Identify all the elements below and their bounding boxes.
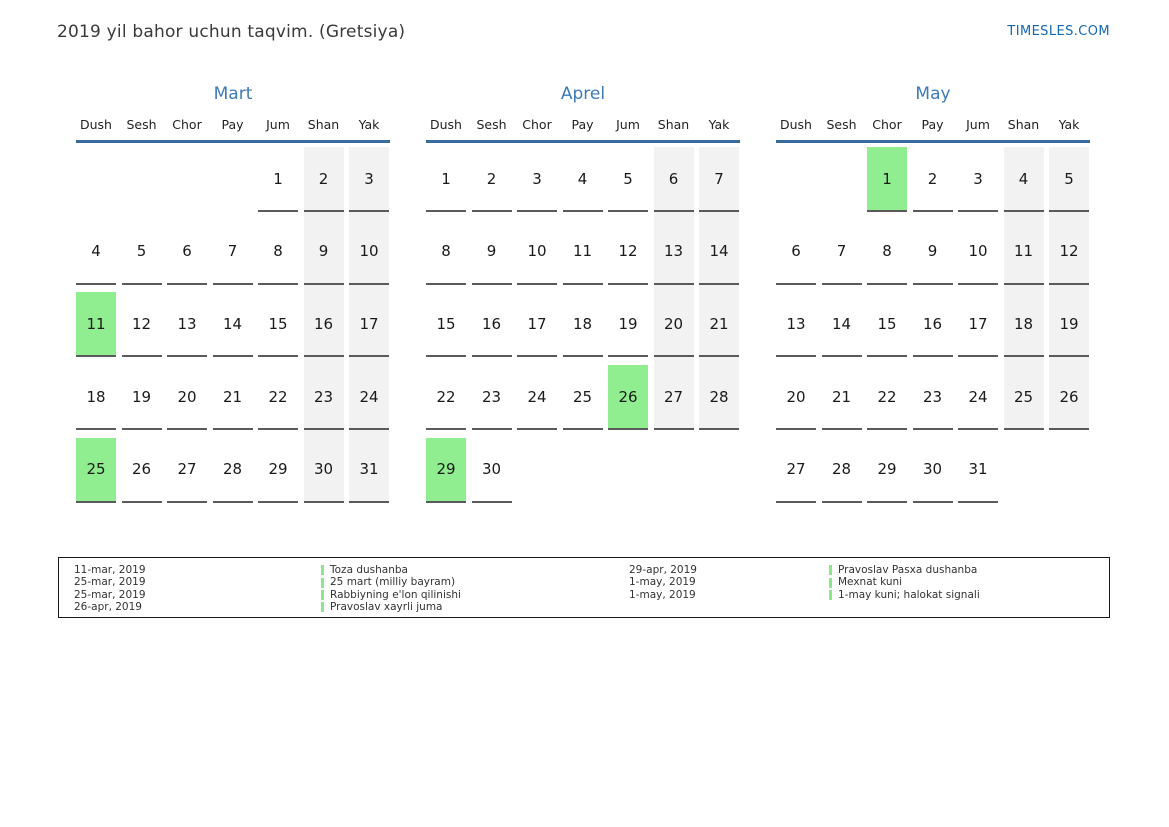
day-cell: 17 <box>958 292 998 357</box>
day-cell: 30 <box>913 438 953 503</box>
day-cell: 24 <box>349 365 389 430</box>
day-cell: 27 <box>167 438 207 503</box>
legend-date: 25-mar, 2019 <box>74 588 146 601</box>
day-cell: 11 <box>1004 220 1044 285</box>
day-cell: 16 <box>472 292 512 357</box>
day-cell: 20 <box>654 292 694 357</box>
day-cell: 19 <box>1049 292 1089 357</box>
legend-label: Pravoslav Pasxa dushanba <box>838 564 978 576</box>
day-cell: 8 <box>426 220 466 285</box>
day-cell: 29 <box>258 438 298 503</box>
legend-date: 26-apr, 2019 <box>74 601 142 614</box>
legend-green-bar-icon <box>829 590 832 600</box>
site-link[interactable]: TIMESLES.COM <box>1007 24 1110 39</box>
day-cell: 23 <box>304 365 344 430</box>
weekday-header-row <box>426 117 739 132</box>
weekday-label-shan: Shan <box>307 117 340 132</box>
day-cell: 6 <box>776 220 816 285</box>
day-cell: 17 <box>349 292 389 357</box>
day-grid <box>776 147 1089 503</box>
day-cell: 30 <box>472 438 512 503</box>
day-cell: 24 <box>958 365 998 430</box>
day-cell: 11 <box>563 220 603 285</box>
day-cell: 21 <box>213 365 253 430</box>
day-cell: 6 <box>654 147 694 212</box>
weekday-label-shan: Shan <box>657 117 690 132</box>
day-cell: 10 <box>958 220 998 285</box>
day-cell-empty <box>213 147 253 212</box>
day-cell: 5 <box>1049 147 1089 212</box>
day-cell: 30 <box>304 438 344 503</box>
legend-labels-right <box>829 564 980 601</box>
legend-green-bar-icon <box>321 590 324 600</box>
legend-label: Toza dushanba <box>330 564 408 576</box>
day-grid <box>76 147 389 503</box>
legend-dates-right <box>629 564 697 601</box>
day-grid <box>426 147 739 503</box>
weekday-label-sesh: Sesh <box>476 117 507 132</box>
day-cell-empty <box>76 147 116 212</box>
day-cell-holiday: 29 <box>426 438 466 503</box>
day-cell: 12 <box>608 220 648 285</box>
weekday-label-shan: Shan <box>1007 117 1040 132</box>
legend-label: 1-may kuni; halokat signali <box>838 588 980 601</box>
day-cell: 27 <box>654 365 694 430</box>
day-cell: 21 <box>699 292 739 357</box>
legend-date: 1-may, 2019 <box>629 576 696 589</box>
day-cell: 2 <box>472 147 512 212</box>
legend-entry <box>321 576 461 588</box>
day-cell: 4 <box>563 147 603 212</box>
legend-date: 25-mar, 2019 <box>74 576 146 589</box>
day-cell-holiday: 1 <box>867 147 907 212</box>
day-cell: 14 <box>699 220 739 285</box>
weekday-label-chor: Chor <box>872 117 902 132</box>
legend-date: 11-mar, 2019 <box>74 564 146 576</box>
day-cell: 18 <box>76 365 116 430</box>
weekday-label-pay: Pay <box>571 117 594 132</box>
day-cell: 12 <box>1049 220 1089 285</box>
day-cell: 15 <box>426 292 466 357</box>
day-cell: 26 <box>122 438 162 503</box>
day-cell: 29 <box>867 438 907 503</box>
day-cell: 20 <box>167 365 207 430</box>
day-cell: 23 <box>913 365 953 430</box>
weekday-label-chor: Chor <box>172 117 202 132</box>
legend-labels-left <box>321 564 461 614</box>
day-cell: 5 <box>608 147 648 212</box>
legend-green-bar-icon <box>829 565 832 575</box>
day-cell: 25 <box>1004 365 1044 430</box>
weekday-header-row <box>76 117 389 132</box>
day-cell: 22 <box>867 365 907 430</box>
day-cell: 31 <box>349 438 389 503</box>
day-cell: 22 <box>426 365 466 430</box>
day-cell: 4 <box>1004 147 1044 212</box>
legend-green-bar-icon <box>321 565 324 575</box>
day-cell: 13 <box>654 220 694 285</box>
weekday-label-pay: Pay <box>921 117 944 132</box>
day-cell: 2 <box>913 147 953 212</box>
day-cell: 9 <box>304 220 344 285</box>
weekday-label-sesh: Sesh <box>826 117 857 132</box>
day-cell: 3 <box>349 147 389 212</box>
weekday-label-jum: Jum <box>966 117 990 132</box>
day-cell: 10 <box>517 220 557 285</box>
day-cell: 28 <box>213 438 253 503</box>
day-cell: 28 <box>822 438 862 503</box>
legend-label: Mexnat kuni <box>838 576 903 589</box>
day-cell: 9 <box>472 220 512 285</box>
day-cell-holiday: 25 <box>76 438 116 503</box>
day-cell: 13 <box>167 292 207 357</box>
legend-entry <box>829 589 980 601</box>
day-cell: 9 <box>913 220 953 285</box>
weekday-label-yak: Yak <box>708 117 730 132</box>
day-cell: 17 <box>517 292 557 357</box>
day-cell: 27 <box>776 438 816 503</box>
day-cell: 15 <box>258 292 298 357</box>
day-cell-empty <box>776 147 816 212</box>
weekday-label-yak: Yak <box>358 117 380 132</box>
legend-dates-left <box>74 564 146 614</box>
day-cell: 1 <box>426 147 466 212</box>
day-cell: 7 <box>213 220 253 285</box>
weekday-label-jum: Jum <box>266 117 290 132</box>
day-cell: 19 <box>608 292 648 357</box>
legend-green-bar-icon <box>321 578 324 588</box>
header-rule <box>776 140 1090 143</box>
header-rule <box>76 140 390 143</box>
legend-entry <box>829 564 980 576</box>
day-cell: 3 <box>958 147 998 212</box>
day-cell-holiday: 11 <box>76 292 116 357</box>
month-title: Mart <box>213 84 253 104</box>
day-cell: 28 <box>699 365 739 430</box>
weekday-label-chor: Chor <box>522 117 552 132</box>
day-cell: 18 <box>563 292 603 357</box>
month-title: May <box>915 84 951 104</box>
day-cell-empty <box>122 147 162 212</box>
day-cell: 8 <box>258 220 298 285</box>
day-cell: 18 <box>1004 292 1044 357</box>
day-cell: 31 <box>958 438 998 503</box>
day-cell: 3 <box>517 147 557 212</box>
legend-date: 1-may, 2019 <box>629 588 696 601</box>
weekday-label-dush: Dush <box>780 117 812 132</box>
legend-label: Pravoslav xayrli juma <box>330 601 443 614</box>
month-mart <box>76 84 390 514</box>
day-cell: 14 <box>822 292 862 357</box>
day-cell: 6 <box>167 220 207 285</box>
page-title: 2019 yil bahor uchun taqvim. (Gretsiya) <box>57 22 406 42</box>
day-cell: 20 <box>776 365 816 430</box>
day-cell: 26 <box>1049 365 1089 430</box>
weekday-label-dush: Dush <box>80 117 112 132</box>
day-cell: 12 <box>122 292 162 357</box>
legend-date: 29-apr, 2019 <box>629 564 697 576</box>
day-cell: 19 <box>122 365 162 430</box>
day-cell: 10 <box>349 220 389 285</box>
day-cell: 5 <box>122 220 162 285</box>
legend-entry <box>829 576 980 588</box>
day-cell: 1 <box>258 147 298 212</box>
day-cell: 2 <box>304 147 344 212</box>
day-cell: 25 <box>563 365 603 430</box>
day-cell: 7 <box>822 220 862 285</box>
day-cell: 21 <box>822 365 862 430</box>
day-cell: 13 <box>776 292 816 357</box>
day-cell-empty <box>822 147 862 212</box>
month-title: Aprel <box>560 84 606 104</box>
month-may <box>776 84 1090 514</box>
day-cell: 24 <box>517 365 557 430</box>
weekday-label-sesh: Sesh <box>126 117 157 132</box>
day-cell: 14 <box>213 292 253 357</box>
day-cell-holiday: 26 <box>608 365 648 430</box>
header-rule <box>426 140 740 143</box>
legend-green-bar-icon <box>321 602 324 612</box>
day-cell: 22 <box>258 365 298 430</box>
day-cell: 16 <box>304 292 344 357</box>
legend-entry <box>321 589 461 601</box>
legend-label: Rabbiyning e'lon qilinishi <box>330 588 461 601</box>
day-cell-empty <box>167 147 207 212</box>
legend-green-bar-icon <box>829 578 832 588</box>
weekday-header-row <box>776 117 1089 132</box>
day-cell: 7 <box>699 147 739 212</box>
month-aprel <box>426 84 740 514</box>
legend-box <box>58 557 1110 618</box>
day-cell: 4 <box>76 220 116 285</box>
day-cell: 8 <box>867 220 907 285</box>
weekday-label-jum: Jum <box>616 117 640 132</box>
legend-entry <box>321 601 461 613</box>
day-cell: 15 <box>867 292 907 357</box>
legend-entry <box>321 564 461 576</box>
weekday-label-dush: Dush <box>430 117 462 132</box>
legend-label: 25 mart (milliy bayram) <box>330 576 456 589</box>
day-cell: 16 <box>913 292 953 357</box>
weekday-label-pay: Pay <box>221 117 244 132</box>
weekday-label-yak: Yak <box>1058 117 1080 132</box>
day-cell: 23 <box>472 365 512 430</box>
